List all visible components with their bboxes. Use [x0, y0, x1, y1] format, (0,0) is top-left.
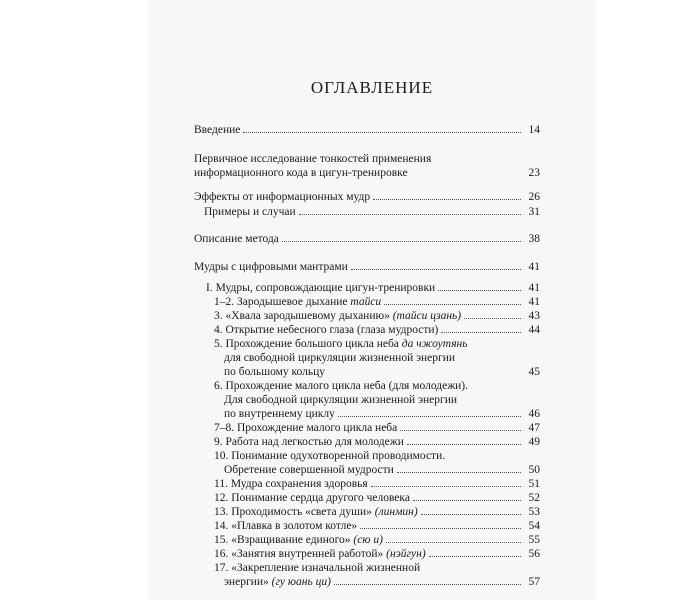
toc-entry	[214, 505, 540, 519]
toc-entry-title: 5. Прохождение большого цикла неба да чжоутянь	[214, 338, 468, 350]
dot-leader	[407, 435, 521, 445]
toc-entry	[224, 463, 540, 477]
toc-entry-page: 47	[528, 422, 540, 434]
dot-leader	[334, 575, 521, 585]
dot-leader	[441, 323, 521, 333]
dot-leader	[386, 533, 521, 543]
toc-entry-title-cont: по большому кольцу	[224, 366, 325, 378]
toc-entry-page: 43	[528, 310, 540, 322]
toc-entry-title: 3. «Хвала зародышевому дыханию» (тайси цзань)	[214, 310, 462, 322]
toc-entry-title: I. Мудры, сопровождающие цигун-тренировки	[206, 282, 436, 294]
toc-entry-page: 51	[528, 478, 540, 490]
toc-entry	[224, 407, 540, 421]
book-page	[148, 0, 596, 600]
toc-entry-page: 41	[528, 261, 540, 273]
toc-entry	[194, 190, 540, 204]
dot-leader	[384, 295, 521, 305]
toc-entry-title-cont: Для свободной циркуляции жизненной энергии	[224, 394, 458, 406]
table-of-contents	[148, 0, 596, 600]
toc-entry-page: 53	[528, 506, 540, 518]
dot-leader	[413, 491, 521, 501]
toc-entry	[214, 309, 540, 323]
toc-entry-title-cont: для свободной циркуляции жизненной энергии	[224, 352, 456, 364]
toc-entry-title: 16. «Занятия внутренней работой» (нэйгун)	[214, 548, 426, 560]
toc-entry-page: 45	[528, 366, 540, 378]
dot-leader	[328, 366, 521, 375]
toc-entry	[214, 533, 540, 547]
dot-leader	[338, 407, 521, 417]
toc-entry	[214, 519, 540, 533]
toc-entry-title-italic: (нэйгун)	[386, 548, 426, 560]
toc-entry-page: 46	[528, 408, 540, 420]
toc-entry	[224, 575, 540, 589]
toc-entry	[214, 491, 540, 505]
toc-entry	[214, 547, 540, 561]
toc-entry-page: 14	[528, 124, 540, 136]
toc-entry-title-cont: Обретение совершенной мудрости	[224, 464, 394, 476]
toc-entry-title: 10. Понимание одухотворенной проводимости.	[214, 450, 446, 462]
toc-entry-title: 11. Мудра сохранения здоровья	[214, 478, 368, 490]
toc-entry-title-italic: (линмин)	[374, 506, 418, 518]
toc-entry-page: 44	[528, 324, 540, 336]
toc-entry-title-italic: да чжоутянь	[401, 338, 468, 350]
dot-leader	[464, 309, 521, 319]
toc-entry-title: 1–2. Зародышевое дыхание тайси	[214, 296, 382, 308]
toc-entry	[194, 260, 540, 274]
toc-entry-title: 12. Понимание сердца другого человека	[214, 492, 410, 504]
toc-entry-title: 13. Проходимость «света души» (линмин)	[214, 506, 418, 518]
toc-entry-page: 26	[528, 191, 540, 203]
toc-entry-page: 52	[528, 492, 540, 504]
dot-leader	[243, 123, 521, 133]
toc-entry-title-cont: информационного кода в цигун-тренировке	[194, 167, 408, 179]
toc-entry-title: 7–8. Прохождение малого цикла неба	[214, 422, 398, 434]
toc-entry-page: 54	[528, 520, 540, 532]
toc-entry-title: Первичное исследование тонкостей применения	[194, 153, 432, 165]
toc-entry-page: 57	[528, 576, 540, 588]
toc-entry-page: 56	[528, 548, 540, 560]
toc-entry-page: 55	[528, 534, 540, 546]
toc-entry	[214, 323, 540, 337]
toc-entry-page: 41	[528, 296, 540, 308]
toc-entry-title: 6. Прохождение малого цикла неба (для молодежи).	[214, 380, 469, 392]
toc-entry-title: Мудры с цифровыми мантрами	[194, 261, 348, 273]
toc-entry-title: 14. «Плавка в золотом котле»	[214, 520, 358, 532]
toc-entry-title: 4. Открытие небесного глаза (глаза мудрости)	[214, 324, 439, 336]
toc-entry	[206, 281, 540, 295]
page-title: ОГЛАВЛЕНИЕ	[310, 78, 434, 97]
toc-entry-title-italic: (гу юань ци)	[271, 576, 331, 588]
toc-entry	[214, 421, 540, 435]
toc-entry-title: 15. «Взращивание единого» (сю и)	[214, 534, 383, 546]
toc-entry-title-cont: энергии» (гу юань ци)	[224, 576, 331, 588]
dot-leader	[421, 505, 521, 515]
toc-entry-title-italic: тайси	[350, 296, 382, 308]
dot-leader	[373, 190, 521, 200]
toc-entry-title: Эффекты от информационных мудр	[194, 191, 371, 203]
dot-leader	[438, 281, 521, 291]
toc-entry-title: 9. Работа над легкостью для молодежи	[214, 436, 404, 448]
dot-leader	[299, 205, 521, 215]
toc-entry-page: 41	[528, 282, 540, 294]
toc-entry	[214, 477, 540, 491]
toc-entry-title: Описание метода	[194, 233, 279, 245]
toc-entry-title-italic: (сю и)	[353, 534, 383, 546]
dot-leader	[411, 167, 521, 176]
toc-entry-page: 50	[528, 464, 540, 476]
toc-entry	[214, 435, 540, 449]
toc-entry-title-cont: по внутреннему циклу	[224, 408, 335, 420]
dot-leader	[282, 232, 521, 242]
toc-entry-page: 38	[528, 233, 540, 245]
toc-entry-title: Примеры и случаи	[204, 206, 296, 218]
toc-entry-page: 31	[528, 206, 540, 218]
dot-leader	[400, 421, 521, 431]
toc-entry	[204, 205, 540, 219]
toc-entry-title: 17. «Закрепление изначальной жизненной	[214, 562, 421, 574]
toc-entry	[194, 123, 540, 137]
dot-leader	[351, 260, 521, 270]
toc-entry-title-italic: (тайси цзань)	[392, 310, 462, 322]
toc-entry	[224, 365, 540, 379]
dot-leader	[429, 547, 521, 557]
toc-entry-page: 49	[528, 436, 540, 448]
toc-entry-title: Введение	[194, 124, 241, 136]
dot-leader	[360, 519, 521, 529]
toc-entry	[194, 166, 540, 180]
toc-entry	[214, 295, 540, 309]
dot-leader	[397, 463, 521, 473]
toc-entry-page: 23	[528, 167, 540, 179]
dot-leader	[371, 477, 521, 487]
toc-entry	[194, 232, 540, 246]
